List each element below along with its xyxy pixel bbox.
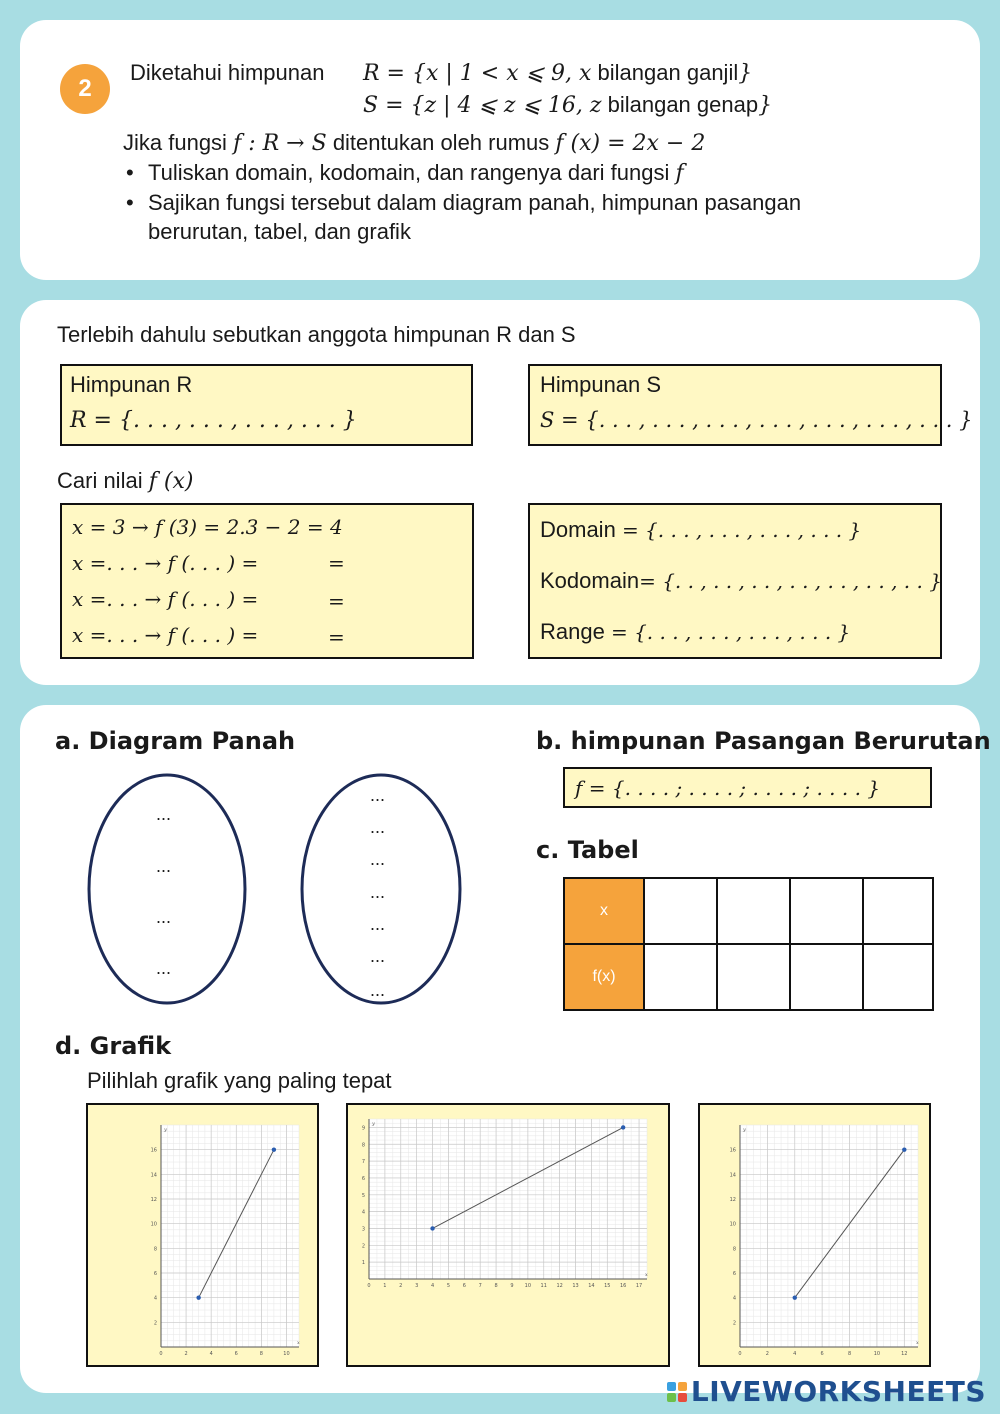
- y-axis-label: y: [164, 1127, 167, 1133]
- bullet1-math: f: [675, 161, 684, 186]
- sets-instruction: Terlebih dahulu sebutkan anggota himpunan R dan S: [57, 322, 576, 347]
- kodomain-value: = {. . , . . , . . , . . , . . , . . , . . }: [639, 569, 942, 593]
- y-tick-label: 8: [153, 1246, 157, 1253]
- table-row-x: [564, 878, 933, 944]
- table-cell[interactable]: [717, 944, 790, 1010]
- box-r-value[interactable]: R = {. . . , . . . , . . . , . . . }: [70, 408, 357, 433]
- x-axis-label: x: [916, 1340, 919, 1346]
- y-tick-label: 5: [361, 1192, 365, 1199]
- box-himpunan-r: [60, 364, 473, 446]
- kodomain-row[interactable]: [540, 568, 942, 594]
- right-oval-item[interactable]: ...: [370, 980, 386, 1000]
- logo-text: LIVEWORKSHEETS: [690, 1375, 986, 1408]
- y-tick-label: 14: [150, 1172, 157, 1179]
- table-cell[interactable]: [717, 878, 790, 944]
- y-tick-label: 2: [361, 1243, 365, 1250]
- calc-row-3-eq: =: [328, 589, 345, 613]
- range-value: = {. . . , . . . , . . . , . . . }: [610, 620, 851, 644]
- x-tick-label: 12: [901, 1351, 908, 1357]
- tabel-title: c. Tabel: [536, 836, 639, 864]
- set-r-math: R = {x | 1 < x ⩽ 9, x: [363, 61, 592, 86]
- x-tick-label: 2: [399, 1283, 403, 1289]
- y-tick-label: 7: [361, 1159, 365, 1166]
- x-tick-label: 6: [462, 1283, 466, 1289]
- x-tick-label: 0: [159, 1351, 163, 1357]
- pasangan-value: f = {. . . . ; . . . . ; . . . . ; . . . . }: [575, 776, 881, 800]
- graph-option-1[interactable]: [86, 1103, 319, 1367]
- set-s-close: }: [758, 93, 773, 118]
- y-tick-label: 16: [729, 1147, 736, 1154]
- data-point: [793, 1295, 797, 1299]
- x-tick-label: 14: [588, 1283, 595, 1289]
- x-tick-label: 4: [209, 1351, 213, 1357]
- calc-row-3[interactable]: x =. . . → f (. . . ) =: [72, 587, 259, 611]
- data-point: [196, 1295, 200, 1299]
- calc-row-2[interactable]: x =. . . → f (. . . ) =: [72, 551, 259, 575]
- x-tick-label: 15: [604, 1283, 611, 1289]
- graph-option-3[interactable]: [698, 1103, 931, 1367]
- y-tick-label: 10: [729, 1221, 736, 1228]
- range-label: Range: [540, 619, 605, 644]
- fx-heading-math: f (x): [148, 469, 194, 494]
- x-tick-label: 0: [738, 1351, 742, 1357]
- x-tick-label: 2: [765, 1351, 769, 1357]
- set-r-text: bilangan ganjil: [597, 60, 739, 85]
- function-definition: [123, 130, 705, 156]
- y-axis-label: y: [743, 1127, 746, 1133]
- logo-mark-icon: [667, 1382, 687, 1402]
- set-s-definition: [363, 92, 772, 118]
- graph-1-plot: [139, 1111, 309, 1361]
- fx-heading: [57, 468, 193, 494]
- data-point: [430, 1226, 434, 1230]
- table-cell[interactable]: [790, 878, 863, 944]
- set-r-definition: [363, 60, 752, 86]
- right-oval-item[interactable]: ...: [370, 785, 386, 805]
- x-tick-label: 6: [234, 1351, 238, 1357]
- x-tick-label: 7: [478, 1283, 482, 1289]
- x-tick-label: 13: [572, 1283, 579, 1289]
- function-def-b: ditentukan oleh rumus: [332, 130, 550, 155]
- domain-label: Domain: [540, 517, 616, 542]
- x-axis-label: x: [297, 1340, 300, 1346]
- right-oval-item[interactable]: ...: [370, 914, 386, 934]
- function-def-math2: f (x) = 2x − 2: [555, 131, 706, 156]
- x-tick-label: 11: [540, 1283, 547, 1289]
- x-tick-label: 8: [847, 1351, 852, 1357]
- left-oval-item[interactable]: ...: [156, 856, 172, 876]
- x-tick-label: 6: [820, 1351, 824, 1357]
- right-oval-item[interactable]: ...: [370, 817, 386, 837]
- x-tick-label: 3: [415, 1283, 419, 1289]
- table-cell[interactable]: [863, 944, 933, 1010]
- y-tick-label: 9: [361, 1125, 365, 1132]
- x-tick-label: 8: [494, 1283, 498, 1289]
- arrow-diagram: [80, 768, 470, 1012]
- x-tick-label: 9: [510, 1283, 514, 1289]
- x-tick-label: 1: [383, 1283, 387, 1289]
- domain-value: = {. . . , . . . , . . . , . . . }: [621, 518, 862, 542]
- left-oval-item[interactable]: ...: [156, 958, 172, 978]
- table-header-x: x: [564, 878, 644, 944]
- function-def-math1: f : R → S: [233, 131, 327, 156]
- left-oval-item[interactable]: ...: [156, 804, 172, 824]
- y-tick-label: 1: [361, 1260, 365, 1267]
- y-tick-label: 2: [153, 1320, 157, 1327]
- y-tick-label: 6: [732, 1271, 736, 1277]
- y-tick-label: 6: [361, 1175, 365, 1182]
- calc-row-4-eq: =: [328, 625, 345, 649]
- grafik-instruction: Pilihlah grafik yang paling tepat: [87, 1068, 392, 1093]
- set-s-math: S = {z | 4 ⩽ z ⩽ 16, z: [363, 93, 602, 118]
- data-point: [902, 1147, 906, 1151]
- table-cell[interactable]: [644, 944, 717, 1010]
- x-tick-label: 17: [635, 1283, 643, 1289]
- y-tick-label: 6: [153, 1271, 157, 1277]
- bullet1-text: Tuliskan domain, kodomain, dan rangenya dari fungsi: [148, 160, 670, 185]
- table-cell[interactable]: [863, 878, 933, 944]
- data-point: [272, 1147, 276, 1151]
- x-tick-label: 12: [556, 1283, 563, 1289]
- bullet-item-2: • Sajikan fungsi tersebut dalam diagram panah, himpunan pasangan: [148, 190, 801, 216]
- y-axis-label: y: [372, 1121, 375, 1127]
- x-axis-label: x: [645, 1272, 648, 1278]
- domain-box: [528, 503, 942, 659]
- x-tick-label: 4: [793, 1351, 797, 1357]
- set-s-text: bilangan genap: [607, 92, 759, 117]
- left-oval-item[interactable]: ...: [156, 907, 172, 927]
- y-tick-label: 4: [153, 1295, 157, 1302]
- x-tick-label: 10: [873, 1351, 881, 1357]
- x-tick-label: 5: [446, 1283, 451, 1289]
- problem-number-badge: 2: [60, 64, 110, 114]
- function-def-a: Jika fungsi: [123, 130, 227, 155]
- calc-row-2-eq: =: [328, 551, 345, 575]
- y-tick-label: 10: [150, 1221, 157, 1228]
- y-tick-label: 12: [729, 1197, 736, 1203]
- graph-option-2[interactable]: [346, 1103, 670, 1367]
- calc-box: [60, 503, 474, 659]
- y-tick-label: 16: [150, 1147, 157, 1154]
- grafik-title: d. Grafik: [55, 1032, 172, 1060]
- box-himpunan-s: [528, 364, 973, 446]
- domain-row[interactable]: [540, 517, 861, 543]
- y-tick-label: 4: [361, 1209, 365, 1216]
- right-oval-item[interactable]: ...: [370, 849, 386, 869]
- right-oval-item[interactable]: ...: [370, 882, 386, 902]
- x-tick-label: 2: [184, 1351, 188, 1357]
- x-tick-label: 10: [283, 1351, 290, 1357]
- box-s-value[interactable]: S = {. . . , . . . , . . . , . . . , . . . , . . . , . . . }: [540, 408, 973, 432]
- y-tick-label: 12: [150, 1197, 157, 1203]
- right-oval-item[interactable]: ...: [370, 946, 386, 966]
- intro-text: Diketahui himpunan: [130, 60, 325, 85]
- bullet-item-2-cont: berurutan, tabel, dan grafik: [148, 219, 411, 244]
- x-tick-label: 10: [524, 1283, 532, 1289]
- y-tick-label: 8: [361, 1142, 365, 1149]
- kodomain-label: Kodomain: [540, 568, 640, 593]
- fx-heading-text: Cari nilai: [57, 468, 143, 493]
- bullet-item-1: [148, 160, 684, 186]
- x-tick-label: 0: [367, 1283, 371, 1289]
- graph-3-plot: [718, 1111, 928, 1361]
- diagram-panah-title: a. Diagram Panah: [55, 727, 296, 755]
- function-table: [563, 877, 934, 1011]
- graph-2-plot: [359, 1111, 659, 1291]
- table-header-fx: f(x): [564, 944, 644, 1010]
- table-row-fx: [564, 944, 933, 1010]
- pasangan-box[interactable]: [563, 767, 932, 808]
- x-tick-label: 8: [259, 1351, 263, 1357]
- set-r-close: }: [738, 61, 753, 86]
- box-s-title: Himpunan S: [540, 372, 662, 397]
- y-tick-label: 2: [732, 1320, 736, 1327]
- x-tick-label: 16: [619, 1283, 627, 1289]
- y-tick-label: 14: [729, 1172, 736, 1179]
- table-cell[interactable]: [644, 878, 717, 944]
- y-tick-label: 8: [732, 1246, 736, 1253]
- calc-row-4[interactable]: x =. . . → f (. . . ) =: [72, 623, 259, 647]
- table-cell[interactable]: [790, 944, 863, 1010]
- liveworksheets-logo: [667, 1375, 986, 1408]
- calc-row-1: x = 3 → f (3) = 2.3 − 2 = 4: [72, 515, 343, 539]
- range-row[interactable]: [540, 619, 850, 645]
- box-r-title: Himpunan R: [70, 372, 193, 397]
- data-point: [621, 1125, 625, 1129]
- x-tick-label: 4: [430, 1283, 435, 1289]
- y-tick-label: 4: [732, 1295, 736, 1302]
- pasangan-berurutan-title: b. himpunan Pasangan Berurutan: [536, 727, 991, 755]
- y-tick-label: 3: [361, 1226, 365, 1233]
